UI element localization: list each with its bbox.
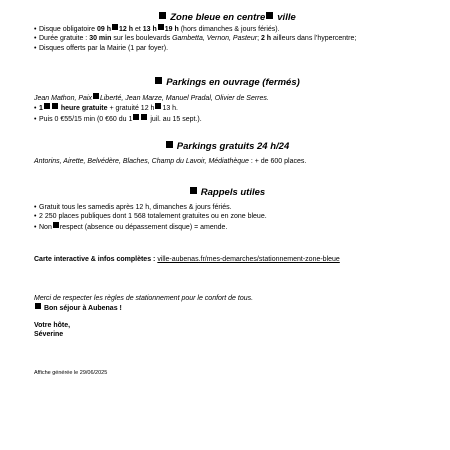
parkings-ouvrage-heading: Parkings en ouvrage (fermés): [34, 77, 420, 89]
rappels-heading: Rappels utiles: [34, 187, 420, 199]
square-glyph-icon: [155, 103, 161, 109]
parkings-gratuits-section: [34, 141, 420, 166]
square-glyph-icon: [112, 24, 118, 30]
square-glyph-icon: [266, 12, 273, 19]
signature-line1: Votre hôte,: [34, 322, 71, 329]
list-item: • Non respect (absence ou dépassement disque) = amende.: [34, 222, 420, 232]
square-bullet-icon: [159, 12, 166, 19]
zone-bleue-section: [34, 12, 420, 53]
closing-section: [34, 294, 420, 314]
square-glyph-icon: [93, 93, 99, 99]
square-glyph-icon: [44, 103, 50, 109]
list-item: • 1 heure gratuite + gratuité 12 h 13 h.: [34, 103, 420, 113]
list-item: • Disque obligatoire 09 h 12 h et 13 h 19 h (hors dimanches & jours fériés).: [34, 24, 420, 34]
square-bullet-icon: [35, 303, 41, 309]
list-item: • Puis 0 €55/15 min (0 €60 du 1 juil. au 15 sept.).: [34, 114, 420, 124]
merci-text: Merci de respecter les règles de stationnement pour le confort de tous.: [34, 295, 254, 302]
square-glyph-icon: [53, 222, 59, 228]
carte-link[interactable]: ville-aubenas.fr/mes-demarches/stationnement-zone-bleue: [157, 256, 340, 263]
parkings-ouvrage-list: [34, 103, 420, 124]
parkings-gratuits-heading: Parkings gratuits 24 h/24: [34, 141, 420, 153]
square-glyph-icon: [52, 103, 58, 109]
carte-label: Carte interactive & infos complètes :: [34, 256, 156, 263]
footer-text: Affiche générée le 29/06/2025: [34, 370, 108, 376]
list-item: • Disques offerts par la Mairie (1 par foyer).: [34, 44, 420, 53]
square-glyph-icon: [158, 24, 164, 30]
sejour-text: Bon séjour à Aubenas !: [34, 303, 420, 313]
square-bullet-icon: [166, 141, 173, 148]
square-glyph-icon: [141, 114, 147, 120]
signature-line2: Séverine: [34, 331, 64, 339]
parkings-ouvrage-section: [34, 77, 420, 124]
square-bullet-icon: [155, 77, 162, 84]
footer-section: [34, 369, 420, 378]
zone-bleue-list: [34, 24, 420, 53]
rappels-section: [34, 187, 420, 232]
list-item: • 2 250 places publiques dont 1 568 totalement gratuites ou en zone bleue.: [34, 212, 420, 221]
zone-bleue-heading: Zone bleue en centre ville: [34, 12, 420, 24]
list-item: • Durée gratuite : 30 min sur les boulevards Gambetta, Vernon, Pasteur; 2 h ailleurs dans l’hypercentre;: [34, 34, 420, 43]
carte-section: [34, 255, 420, 264]
square-bullet-icon: [190, 187, 197, 194]
list-item: • Gratuit tous les samedis après 12 h, dimanches & jours fériés.: [34, 203, 420, 212]
square-glyph-icon: [133, 114, 139, 120]
rappels-list: [34, 203, 420, 232]
signature-section: [34, 321, 420, 340]
parkings-ouvrage-names: Jean Mathon, Paix Liberté, Jean Marze, Manuel Pradal, Olivier de Serres.: [34, 95, 269, 102]
parkings-gratuits-list: Antorins, Airette, Belvédère, Blaches, Champ du Lavoir, Médiathèque : + de 600 places.: [34, 158, 307, 165]
